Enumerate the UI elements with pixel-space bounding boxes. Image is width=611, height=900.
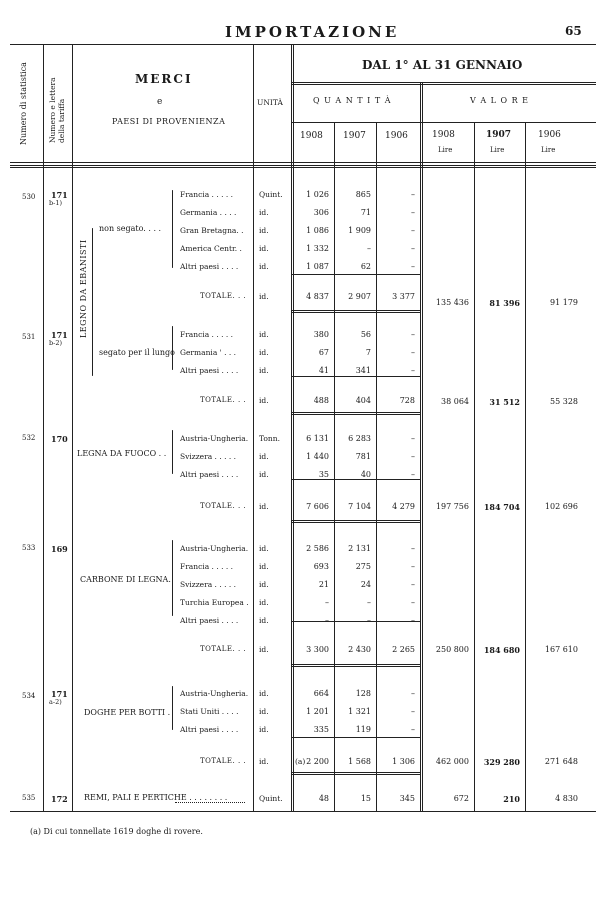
quantity-1906: – — [411, 366, 415, 375]
quantity-1907: 275 — [355, 562, 371, 571]
quantity-1908: 664 — [313, 689, 329, 698]
country-name: Gran Bretagna. . — [180, 226, 244, 235]
unit: id. — [259, 244, 269, 253]
quantity-1906: 345 — [399, 794, 415, 803]
quantity-1907: 71 — [360, 208, 371, 217]
value-1907: 81 396 — [489, 298, 520, 308]
country-name: Germania ' . . . — [180, 348, 237, 357]
quantity-1907: 2 131 — [348, 544, 371, 553]
quantity-1906: 2 265 — [392, 645, 415, 654]
quantity-1907: 40 — [360, 470, 371, 479]
country-name: Germania . . . . — [180, 208, 237, 217]
country-name: Austria-Ungheria. — [180, 434, 249, 443]
value-1906: 102 696 — [544, 502, 578, 511]
country-name: Turchia Europea . — [180, 598, 249, 607]
country-name: Francia . . . . . — [180, 330, 234, 339]
quantity-1908: 48 — [318, 794, 329, 803]
value-1907: 210 — [503, 794, 520, 804]
quantity-1906: – — [411, 598, 415, 607]
page-number: 65 — [565, 24, 582, 38]
year-v-1908: 1908 — [432, 130, 455, 140]
quantity-1908: 41 — [318, 366, 329, 375]
unit: id. — [259, 366, 269, 375]
totale-label: TOTALE. . . — [200, 292, 247, 300]
tariff-number: 171 — [51, 689, 68, 699]
quantity-1908: 1 332 — [306, 244, 329, 253]
unit: id. — [259, 292, 269, 301]
quantity-1906: – — [411, 348, 415, 357]
footnote-ref: (a) — [295, 757, 306, 766]
value-1906: 91 179 — [550, 298, 578, 307]
totale-label: TOTALE. . . — [200, 645, 247, 653]
unit: id. — [259, 396, 269, 405]
quantity-1908: – — [325, 616, 329, 625]
country-name: Altri paesi . . . . — [180, 366, 239, 375]
quantity-1907: 62 — [360, 262, 371, 271]
country-name: Stati Uniti . . . . — [180, 707, 239, 716]
quantity-1907: 2 907 — [348, 292, 371, 301]
quantity-1908: 306 — [313, 208, 329, 217]
quantity-1907: 56 — [360, 330, 371, 339]
tariff-number-header: Numero e lettera della tariffa — [48, 77, 66, 143]
unit: Tonn. — [259, 434, 280, 443]
country-name: Austria-Ungheria. — [180, 544, 249, 553]
quantity-1908: 6 131 — [306, 434, 329, 443]
quantity-1907: 2 430 — [348, 645, 371, 654]
year-q-1907: 1907 — [343, 131, 366, 141]
unit: id. — [259, 757, 269, 766]
quantity-1906: – — [411, 208, 415, 217]
quantity-1907: 865 — [355, 190, 371, 199]
unit: id. — [259, 452, 269, 461]
tariff-letter: b-1) — [49, 199, 63, 207]
unit: Quint. — [259, 190, 283, 199]
quantity-1906: – — [411, 244, 415, 253]
quantity-1908: 3 300 — [306, 645, 329, 654]
quantity-1907: 119 — [355, 725, 371, 734]
quantity-1907: 15 — [360, 794, 371, 803]
quantity-1908: 4 837 — [306, 292, 329, 301]
stat-number: 530 — [22, 193, 36, 201]
country-name: Altri paesi . . . . — [180, 470, 239, 479]
quantity-1907: 404 — [355, 396, 371, 405]
quantity-1906: – — [411, 452, 415, 461]
lire-1907: Lire — [490, 146, 505, 154]
unit: id. — [259, 502, 269, 511]
totale-label: TOTALE. . . — [200, 757, 247, 765]
unit: id. — [259, 580, 269, 589]
quantity-1907: 781 — [355, 452, 371, 461]
lire-1906: Lire — [541, 146, 556, 154]
quantity-1907: – — [367, 616, 371, 625]
country-name: America Centr. . — [180, 244, 242, 253]
quantity-1907: 1 909 — [348, 226, 371, 235]
quantity-1908: 21 — [318, 580, 329, 589]
value-1908: 672 — [453, 794, 469, 803]
value-1908: 135 436 — [435, 298, 469, 307]
quantity-1908: 2 200 — [306, 757, 329, 766]
quantity-1908: 380 — [313, 330, 329, 339]
legno-ebanisti-label: LEGNO DA EBANISTI — [79, 239, 88, 338]
year-q-1906: 1906 — [385, 131, 408, 141]
merci-header: MERCI — [135, 72, 193, 86]
unit: id. — [259, 348, 269, 357]
value-1907: 329 280 — [483, 757, 520, 767]
quantity-1906: – — [411, 434, 415, 443]
quantity-1907: – — [367, 598, 371, 607]
quantity-1908: 1 026 — [306, 190, 329, 199]
tariff-number: 172 — [51, 794, 68, 804]
quantity-1907: 24 — [360, 580, 371, 589]
tariff-number: 171 — [51, 330, 68, 340]
quantity-1908: 2 586 — [306, 544, 329, 553]
value-1908: 38 064 — [441, 397, 469, 406]
quantity-1908: 693 — [313, 562, 329, 571]
value-1908: 250 800 — [435, 645, 469, 654]
totale-label: TOTALE. . . — [200, 396, 247, 404]
unit: id. — [259, 262, 269, 271]
quantity-1906: 3 377 — [392, 292, 415, 301]
page-title: IMPORTAZIONE — [225, 23, 400, 41]
unit: id. — [259, 562, 269, 571]
stat-number: 532 — [22, 434, 36, 442]
quantity-1908: 335 — [313, 725, 329, 734]
quantity-1906: – — [411, 562, 415, 571]
unit: id. — [259, 645, 269, 654]
quantity-1908: 1 201 — [306, 707, 329, 716]
unit: id. — [259, 544, 269, 553]
quantity-1906: – — [411, 226, 415, 235]
quantity-1907: 6 283 — [348, 434, 371, 443]
quantity-1906: 4 279 — [392, 502, 415, 511]
quantity-1907: 128 — [355, 689, 371, 698]
quantity-1906: – — [411, 330, 415, 339]
stat-number-header: Numero di statistica — [19, 62, 28, 145]
year-v-1907: 1907 — [486, 130, 512, 140]
unit: id. — [259, 330, 269, 339]
tariff-number: 170 — [51, 434, 68, 444]
value-1908: 197 756 — [435, 502, 469, 511]
stat-number: 535 — [22, 794, 36, 802]
unit: Quint. — [259, 794, 283, 803]
non-segato-label: non segato. . . . — [99, 224, 162, 233]
country-name: Francia . . . . . — [180, 562, 234, 571]
country-name: Austria-Ungheria. — [180, 689, 249, 698]
totale-label: TOTALE. . . — [200, 502, 247, 510]
value-1908: 462 000 — [435, 757, 469, 766]
segato-label: segato per il lungo — [99, 348, 175, 357]
year-v-1906: 1906 — [538, 130, 561, 140]
quantity-1907: 7 104 — [348, 502, 371, 511]
tariff-number: 169 — [51, 544, 68, 554]
unit: id. — [259, 470, 269, 479]
stat-number: 534 — [22, 692, 36, 700]
quantity-1908: 1 440 — [306, 452, 329, 461]
quantity-1907: 7 — [365, 348, 371, 357]
e-header: e — [157, 97, 163, 107]
period-header: DAL 1° AL 31 GENNAIO — [362, 58, 523, 72]
stat-number: 531 — [22, 333, 36, 341]
remi-label: REMI, PALI E PERTICHE . . . . . . . . — [84, 793, 228, 802]
quantity-1907: – — [367, 244, 371, 253]
quantity-1906: – — [411, 725, 415, 734]
quantity-1906: 1 306 — [392, 757, 415, 766]
unit: id. — [259, 598, 269, 607]
quantity-1906: – — [411, 190, 415, 199]
unit: id. — [259, 725, 269, 734]
quantity-1906: – — [411, 470, 415, 479]
country-name: Altri paesi . . . . — [180, 616, 239, 625]
quantity-1908: 67 — [318, 348, 329, 357]
country-name: Svizzera . . . . . — [180, 580, 237, 589]
quantity-1906: – — [411, 707, 415, 716]
quantity-1906: – — [411, 544, 415, 553]
country-name: Francia . . . . . — [180, 190, 234, 199]
doghe-label: DOGHE PER BOTTI . — [84, 708, 171, 717]
unit: id. — [259, 616, 269, 625]
unita-header: UNITÀ — [257, 98, 283, 107]
unit: id. — [259, 208, 269, 217]
paesi-header: PAESI DI PROVENIENZA — [112, 117, 226, 126]
quantity-1906: – — [411, 689, 415, 698]
value-1907: 184 704 — [483, 502, 520, 512]
quantity-1908: 35 — [318, 470, 329, 479]
quantity-1906: – — [411, 616, 415, 625]
quantity-1906: – — [411, 262, 415, 271]
quantita-header: Q U A N T I T À — [313, 96, 392, 105]
quantity-1908: 488 — [313, 396, 329, 405]
value-1906: 4 830 — [555, 794, 578, 803]
legna-fuoco-label: LEGNA DA FUOCO . . — [77, 449, 167, 458]
country-name: Svizzera . . . . . — [180, 452, 237, 461]
carbone-label: CARBONE DI LEGNA. — [80, 575, 171, 584]
valore-header: V A L O R E — [470, 96, 530, 105]
quantity-1908: 7 606 — [306, 502, 329, 511]
quantity-1906: 728 — [399, 396, 415, 405]
value-1907: 184 680 — [483, 645, 520, 655]
value-1906: 55 328 — [550, 397, 578, 406]
quantity-1907: 1 568 — [348, 757, 371, 766]
footnote: (a) Di cui tonnellate 1619 doghe di rovere. — [30, 827, 203, 836]
quantity-1908: 1 087 — [306, 262, 329, 271]
lire-1908: Lire — [438, 146, 453, 154]
value-1907: 31 512 — [489, 397, 520, 407]
country-name: Altri paesi . . . . — [180, 262, 239, 271]
quantity-1907: 1 321 — [348, 707, 371, 716]
tariff-letter: a-2) — [49, 698, 62, 706]
unit: id. — [259, 707, 269, 716]
quantity-1908: 1 086 — [306, 226, 329, 235]
year-q-1908: 1908 — [300, 131, 323, 141]
stat-number: 533 — [22, 544, 36, 552]
tariff-letter: b-2) — [49, 339, 63, 347]
quantity-1906: – — [411, 580, 415, 589]
tariff-number: 171 — [51, 190, 68, 200]
country-name: Altri paesi . . . . — [180, 725, 239, 734]
value-1906: 167 610 — [544, 645, 578, 654]
unit: id. — [259, 226, 269, 235]
value-1906: 271 648 — [544, 757, 578, 766]
quantity-1907: 341 — [355, 366, 371, 375]
quantity-1908: – — [325, 598, 329, 607]
unit: id. — [259, 689, 269, 698]
